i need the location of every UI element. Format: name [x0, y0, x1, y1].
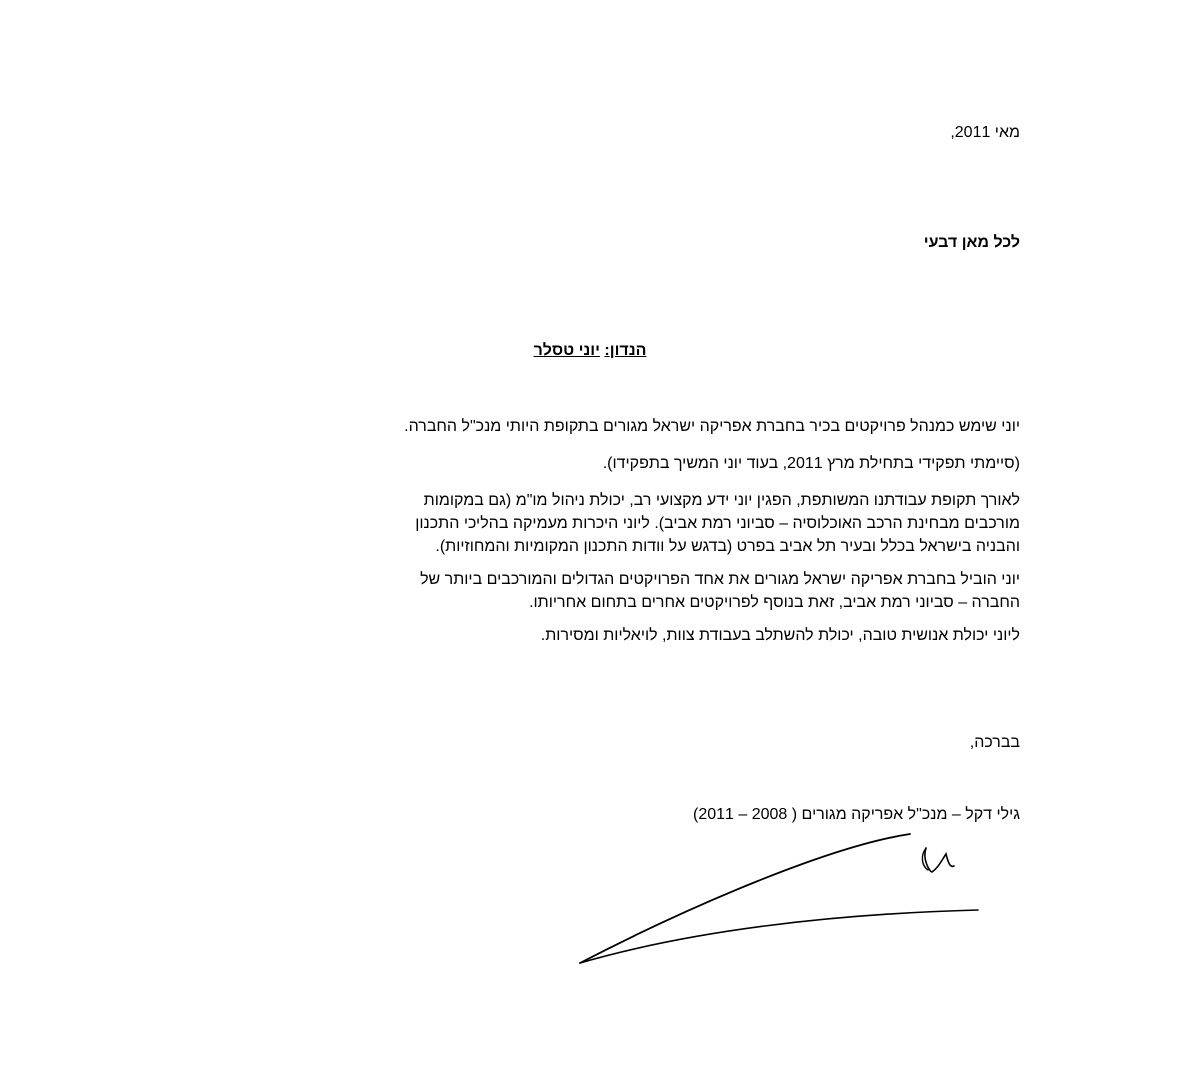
paragraph-line: והבניה בישראל בכלל ובעיר תל אביב בפרט (בדגש על וודות התכנון המקומיות והמחוזיות).: [435, 538, 1020, 555]
subject-prefix: הנדון:: [604, 342, 647, 359]
signer-line: גילי דקל – מנכ"ל אפריקה מגורים ( 2008 – 2011): [693, 806, 1020, 823]
paragraph-line: לאורך תקופת עבודתנו המשותפת, הפגין יוני ידע מקצועי רב, יכולת ניהול מו"מ (גם במקומות: [423, 492, 1020, 509]
paragraph-2: [208, 452, 1020, 475]
letter-subject: [500, 342, 680, 360]
paragraph-4: [208, 568, 1020, 614]
paragraph-line: יוני שימש כמנהל פרויקטים בכיר בחברת אפריקה ישראל מגורים בתקופת היותי מנכ"ל החברה.: [404, 418, 1020, 435]
paragraph-line: החברה – סביוני רמת אביב, זאת בנוסף לפרויקטים אחרים בתחום אחריותו.: [529, 594, 1020, 611]
paragraph-1: [208, 415, 1020, 438]
paragraph-line: (סיימתי תפקידי בתחילת מרץ 2011, בעוד יוני המשיך בתפקידו).: [602, 455, 1020, 472]
paragraph-3: [208, 489, 1020, 558]
handwritten-signature: [570, 826, 980, 971]
letter-greeting: לכל מאן דבעי: [923, 234, 1020, 251]
paragraph-5: [208, 624, 1020, 647]
letter-date: מאי 2011,: [950, 124, 1020, 141]
paragraph-line: מורכבים מבחינת הרכב האוכלוסיה – סביוני רמת אביב). ליוני היכרות מעמיקה בהליכי התכנון: [415, 515, 1020, 532]
paragraph-line: יוני הוביל בחברת אפריקה ישראל מגורים את אחד הפרויקטים הגדולים והמורכבים ביותר של: [420, 571, 1020, 588]
letter-closing: בברכה,: [969, 734, 1020, 751]
subject-name: יוני טסלר: [533, 342, 600, 359]
paragraph-line: ליוני יכולת אנושית טובה, יכולת להשתלב בעבודת צוות, לויאליות ומסירות.: [540, 627, 1020, 644]
